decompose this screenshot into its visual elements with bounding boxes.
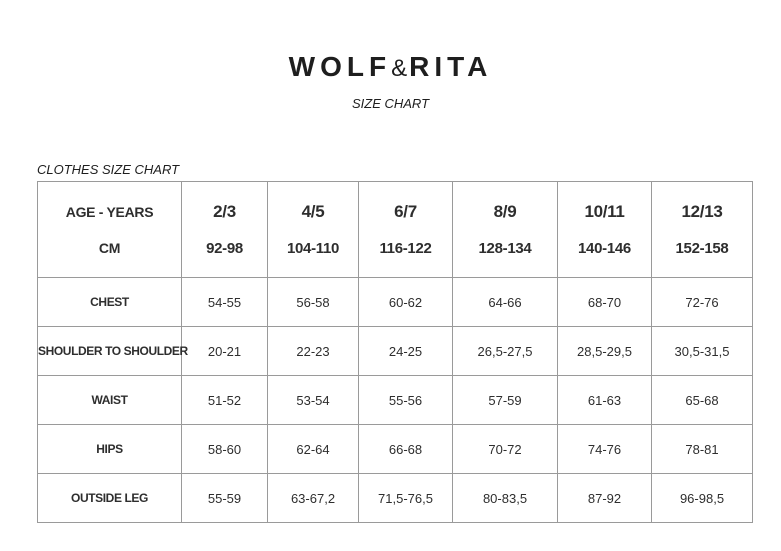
measurement-cell: 64-66 [453,278,558,327]
measurement-cell: 56-58 [268,278,359,327]
measurement-cell: 71,5-76,5 [359,474,453,523]
table-row [38,474,753,523]
size-column-header [652,182,753,278]
brand-logo [0,50,781,86]
size-chart-table [37,181,753,523]
cm-value: 140-146 [578,240,631,257]
measurement-cell: 62-64 [268,425,359,474]
measurement-cell: 28,5-29,5 [558,327,652,376]
measurement-cell: 22-23 [268,327,359,376]
measurement-cell: 63-67,2 [268,474,359,523]
measurement-cell: 24-25 [359,327,453,376]
measurement-cell: 51-52 [182,376,268,425]
table-row [38,278,753,327]
measurement-cell: 58-60 [182,425,268,474]
size-column-header [558,182,652,278]
measurement-cell: 57-59 [453,376,558,425]
table-header-row [38,182,753,278]
measurement-cell: 54-55 [182,278,268,327]
brand-name-right: RITA [409,51,493,82]
size-column-header [359,182,453,278]
header-label-cell [38,182,182,278]
brand-ampersand: & [391,55,410,82]
section-title: CLOTHES SIZE CHART [37,162,180,177]
measurement-cell: 26,5-27,5 [453,327,558,376]
age-value: 6/7 [394,202,417,221]
size-column-header [268,182,359,278]
cm-value: 116-122 [379,240,432,257]
brand-name-left: WOLF [288,51,392,82]
table-row [38,425,753,474]
row-label: CHEST [38,278,182,327]
page-subtitle: SIZE CHART [351,96,430,111]
size-column-header [182,182,268,278]
measurement-cell: 78-81 [652,425,753,474]
measurement-cell: 60-62 [359,278,453,327]
cm-value: 92-98 [206,240,243,257]
age-value: 12/13 [681,202,723,221]
age-value: 8/9 [493,202,517,221]
measurement-cell: 65-68 [652,376,753,425]
row-label: WAIST [38,376,182,425]
measurement-cell: 70-72 [453,425,558,474]
measurement-cell: 55-59 [182,474,268,523]
measurement-cell: 55-56 [359,376,453,425]
size-column-header [453,182,558,278]
measurement-cell: 61-63 [558,376,652,425]
table-row [38,327,753,376]
cm-label: CM [98,239,121,256]
age-value: 4/5 [301,202,325,221]
measurement-cell: 53-54 [268,376,359,425]
age-value: 2/3 [213,202,236,221]
row-label: OUTSIDE LEG [38,474,182,523]
measurement-cell: 68-70 [558,278,652,327]
table-row [38,376,753,425]
measurement-cell: 74-76 [558,425,652,474]
measurement-cell: 80-83,5 [453,474,558,523]
measurement-cell: 96-98,5 [652,474,753,523]
row-label: HIPS [38,425,182,474]
cm-value: 128-134 [478,240,532,257]
row-label: SHOULDER TO SHOULDER [38,327,182,376]
cm-value: 104-110 [286,240,340,257]
age-years-label: AGE - YEARS [65,203,154,220]
measurement-cell: 66-68 [359,425,453,474]
measurement-cell: 20-21 [182,327,268,376]
measurement-cell: 87-92 [558,474,652,523]
measurement-cell: 30,5-31,5 [652,327,753,376]
age-value: 10/11 [584,202,625,221]
measurement-cell: 72-76 [652,278,753,327]
cm-value: 152-158 [675,240,729,257]
